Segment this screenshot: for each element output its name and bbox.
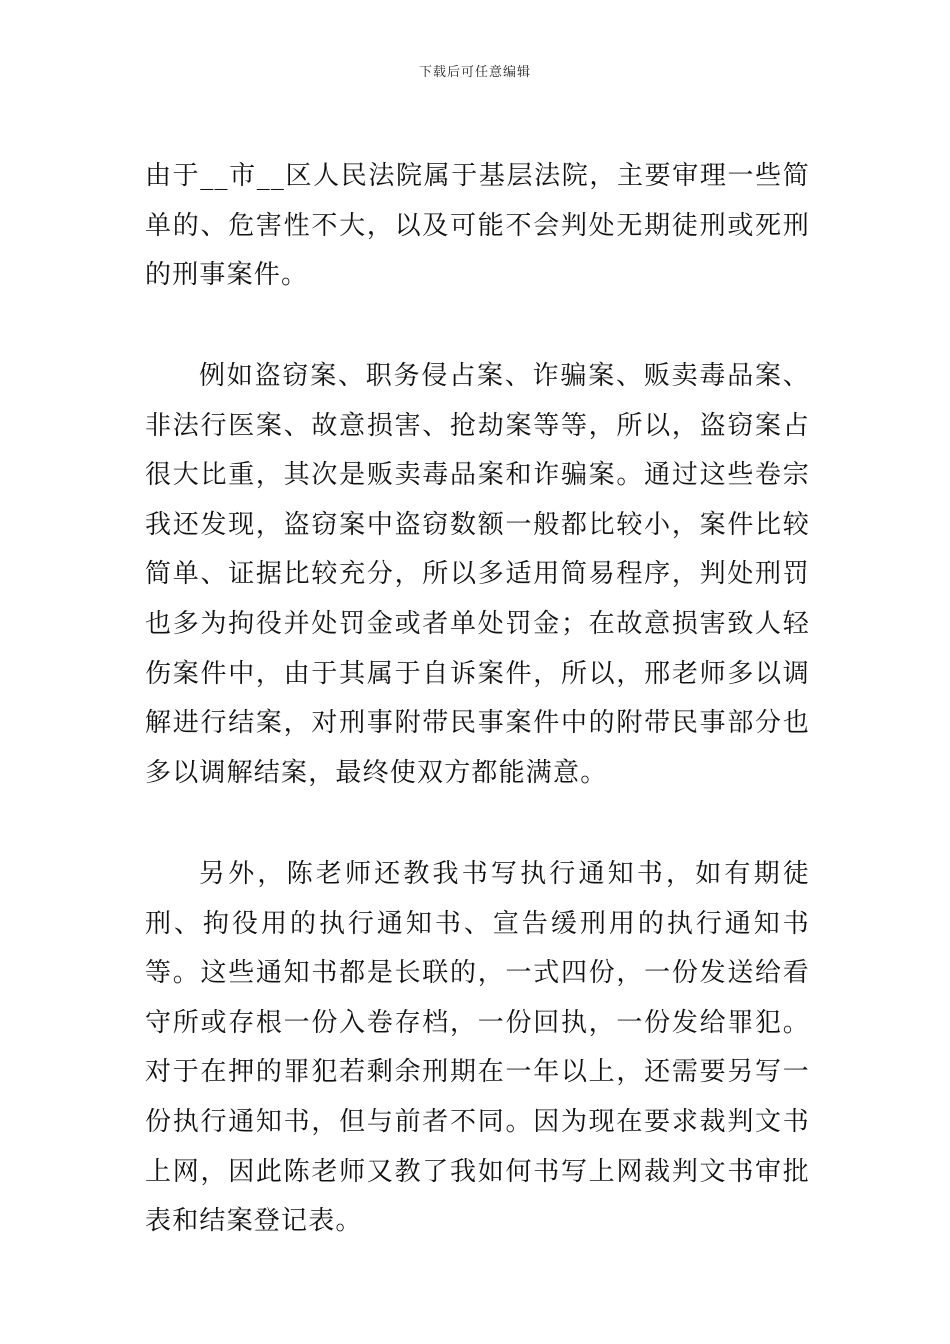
paragraph-court-scope: 由于__市__区人民法院属于基层法院，主要审理一些简单的、危害性不大，以及可能不会判处无期徒刑或死刑的刑事案件。 bbox=[145, 161, 810, 291]
paragraph-case-examples: 例如盗窃案、职务侵占案、诈骗案、贩卖毒品案、非法行医案、故意损害、抢劫案等等，所以，盗窃案占很大比重，其次是贩卖毒品案和诈骗案。通过这些卷宗我还发现，盗窃案中盗窃数额一般都比较小，案件比较简单、证据比较充分，所以多适用简易程序，判处刑罚也多为拘役并处罚金或者单处罚金；在故意损害致人轻伤案件中，由于其属于自诉案件，所以，邢老师多以调解进行结案，对刑事附带民事案件中的附带民事部分也多以调解结案，最终使双方都能满意。 bbox=[145, 361, 810, 788]
paragraph-execution-notice: 另外，陈老师还教我书写执行通知书，如有期徒刑、拘役用的执行通知书、宣告缓刑用的执行通知书等。这些通知书都是长联的，一式四份，一份发送给看守所或存根一份入卷存档，一份回执，一份发给罪犯。对于在押的罪犯若剩余刑期在一年以上，还需要另写一份执行通知书，但与前者不同。因为现在要求裁判文书上网，因此陈老师又教了我如何书写上网裁判文书审批表和结案登记表。 bbox=[145, 859, 810, 1237]
download-note: 下载后可任意编辑 bbox=[418, 65, 531, 80]
